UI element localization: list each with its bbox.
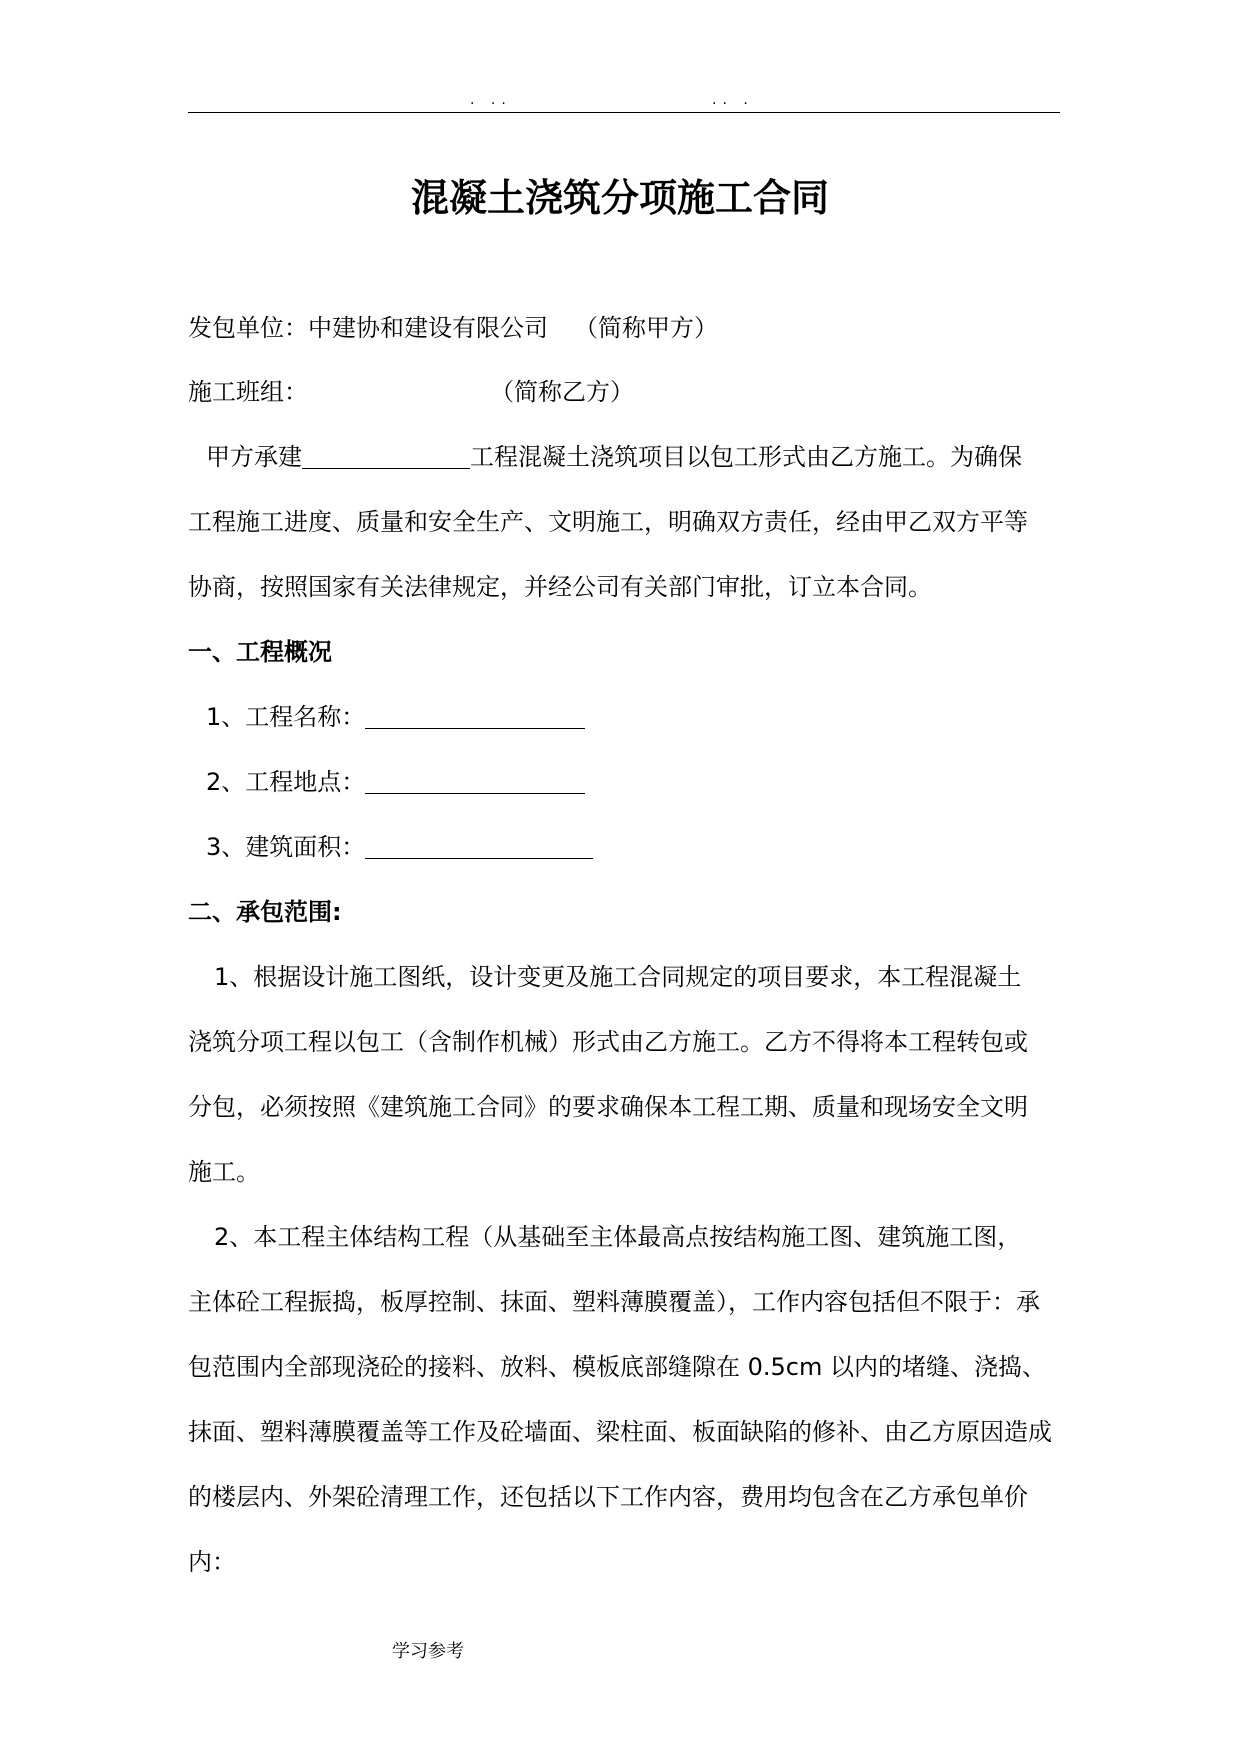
item-label: 3、建筑面积：	[206, 833, 366, 861]
intro-line-3: 协商，按照国家有关法律规定，并经公司有关部门审批，订立本合同。	[188, 573, 932, 601]
party-b-label: 施工班组：	[188, 378, 308, 406]
section-2-para-2-line-2: 主体砼工程振捣，板厚控制、抹面、塑料薄膜覆盖），工作内容包括但不限于：承	[188, 1288, 1040, 1316]
intro-suffix: 工程混凝土浇筑项目以包工形式由乙方施工。为确保	[470, 443, 1022, 471]
party-a-label: 发包单位：	[188, 314, 308, 342]
party-a-alias: （简称甲方）	[574, 314, 718, 342]
section-2-para-1-line-2: 浇筑分项工程以包工（含制作机械）形式由乙方施工。乙方不得将本工程转包或	[188, 1028, 1028, 1056]
section-2-para-2-line-3: 包范围内全部现浇砼的接料、放料、模板底部缝隙在 0.5cm 以内的堵缝、浇捣、	[188, 1353, 1046, 1381]
intro-line-2: 工程施工进度、质量和安全生产、文明施工，明确双方责任，经由甲乙双方平等	[188, 508, 1028, 536]
section-2-para-2-line-6: 内：	[188, 1548, 236, 1576]
section-2-para-2-line-4: 抹面、塑料薄膜覆盖等工作及砼墙面、梁柱面、板面缺陷的修补、由乙方原因造成	[188, 1418, 1052, 1446]
project-location-field	[365, 767, 585, 794]
item-label: 2、工程地点：	[206, 768, 366, 796]
header-dots-left: . ..	[470, 92, 512, 108]
party-b-line	[188, 374, 1063, 410]
item-label: 1、工程名称：	[206, 703, 366, 731]
party-b-alias: （简称乙方）	[490, 378, 634, 406]
header-dots-right: .. .	[712, 92, 754, 108]
page-footer: 学习参考	[392, 1641, 464, 1662]
section-1-item-3	[188, 829, 1063, 865]
section-1-item-2	[188, 764, 1063, 800]
intro-line-1	[188, 439, 1063, 475]
party-a-line	[188, 310, 1063, 346]
section-1-heading: 一、工程概况	[188, 638, 332, 666]
header-rule	[188, 112, 1060, 113]
page-title: 混凝土浇筑分项施工合同	[410, 176, 829, 220]
party-a-name: 中建协和建设有限公司	[308, 314, 548, 342]
section-2-para-1-line-3: 分包，必须按照《建筑施工合同》的要求确保本工程工期、质量和现场安全文明	[188, 1093, 1028, 1121]
intro-prefix: 甲方承建	[206, 443, 302, 471]
section-2-heading: 二、承包范围:	[188, 898, 342, 926]
section-2-para-1-line-4: 施工。	[188, 1158, 260, 1186]
section-1-item-1	[188, 699, 1063, 735]
building-area-field	[365, 832, 593, 859]
section-2-para-2-line-5: 的楼层内、外架砼清理工作，还包括以下工作内容，费用均包含在乙方承包单价	[188, 1483, 1028, 1511]
section-2-para-1-line-1: 1、根据设计施工图纸，设计变更及施工合同规定的项目要求，本工程混凝土	[214, 963, 1022, 991]
section-2-para-2-line-1: 2、本工程主体结构工程（从基础至主体最高点按结构施工图、建筑施工图，	[214, 1223, 1022, 1251]
project-name-blank	[302, 442, 470, 469]
project-name-field	[365, 702, 585, 729]
